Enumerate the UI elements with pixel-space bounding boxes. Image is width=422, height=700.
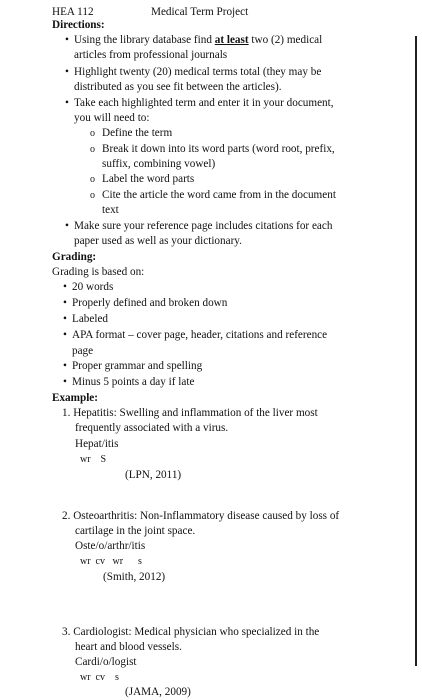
example-heading: Example: [52,392,98,404]
directions-item-1-post: two (2) medical [248,34,323,46]
example-3-definition: 3. Cardiologist: Medical physician who specialized in the [62,626,320,638]
grading-item-labeled: • Labeled [72,312,108,327]
grading-item-defined: • Properly defined and broken down [72,296,227,311]
grading-item-grammar: • Proper grammar and spelling [72,359,202,374]
example-2-definition-line2: cartilage in the joint space. [75,525,196,537]
example-2-citation: (Smith, 2012) [103,571,166,583]
example-1-citation: (LPN, 2011) [125,469,182,481]
example-3-part-labels: wr cv s [80,672,119,683]
sub-item-break-down-line2: suffix, combining vowel) [102,158,216,170]
sub-item-label: o Label the word parts [102,172,194,187]
example-2-part-labels: wr cv wr s [80,556,142,567]
grading-item-late: • Minus 5 points a day if late [72,375,194,390]
sub-item-define: o Define the term [102,126,172,141]
directions-item-4: • Make sure your reference page includes citations for each [74,219,332,234]
directions-item-3-line2: you will need to: [74,112,150,124]
example-1-word-parts: Hepat/itis [75,438,119,450]
example-2-word-parts: Oste/o/arthr/itis [75,540,146,552]
grading-intro: Grading is based on: [52,266,145,278]
grading-item-words: • 20 words [72,280,113,295]
grading-heading: Grading: [52,251,97,263]
directions-item-1-line2: articles from professional journals [74,49,228,61]
grading-item-apa-line2: page [72,345,94,357]
example-3-citation: (JAMA, 2009) [125,686,191,698]
example-1-definition: 1. Hepatitis: Swelling and inflammation of the liver most [62,407,318,419]
example-1-definition-line2: frequently associated with a virus. [75,422,229,434]
directions-heading: Directions: [52,19,105,31]
directions-item-2: • Highlight twenty (20) medical terms total (they may be [74,65,321,80]
directions-item-1 [74,33,322,48]
directions-item-2-line2: distributed as you see fit between the articles). [74,81,282,93]
directions-item-1-emphasis: at least [214,34,249,46]
example-3-definition-line2: heart and blood vessels. [75,641,182,653]
margin-rule [415,36,417,666]
directions-item-4-line2: paper used as well as your dictionary. [74,235,242,247]
example-3-word-parts: Cardi/o/logist [75,656,137,668]
directions-item-1-pre: Using the library database find [74,34,215,46]
sub-item-cite: o Cite the article the word came from in the document [102,188,336,203]
course-code: HEA 112 [52,6,94,18]
document-title: Medical Term Project [151,6,249,18]
example-1-part-labels: wr S [80,454,107,465]
grading-item-apa: • APA format – cover page, header, citations and reference [72,328,327,343]
sub-item-break-down: o Break it down into its word parts (word root, prefix, [102,142,335,157]
sub-item-cite-line2: text [102,204,119,216]
directions-item-3: • Take each highlighted term and enter it in your document, [74,96,334,111]
example-2-definition: 2. Osteoarthritis: Non-Inflammatory disease caused by loss of [62,510,340,522]
